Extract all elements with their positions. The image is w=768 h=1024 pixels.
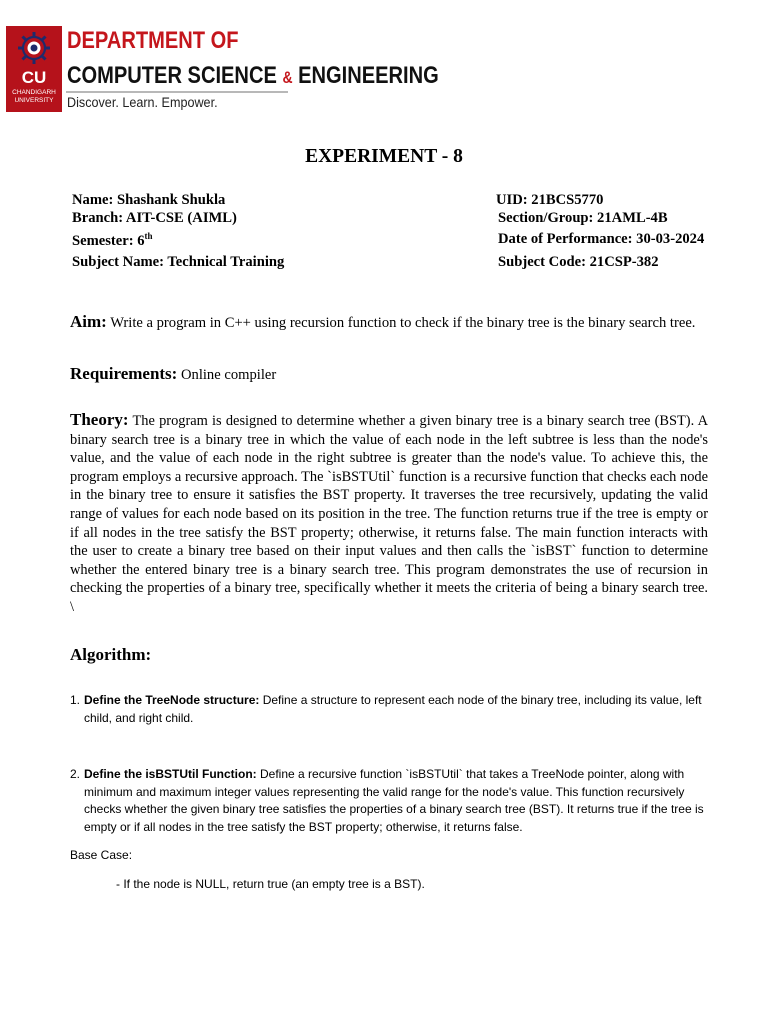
aim-section xyxy=(70,312,695,332)
base-case-bullet: - If the node is NULL, return true (an empty tree is a BST). xyxy=(116,877,425,891)
ampersand: & xyxy=(282,68,293,87)
department-title-line2 xyxy=(67,62,439,90)
step-text: Define a recursive function `isBSTUtil` that takes a TreeNode pointer, along with minimum and maximum integer values representing the valid range for the node's value. This function recursively checks whether the given binary tree satisfies the properties of a binary search tree (BST). It returns true if the tree is empty or if all nodes in the tree satisfy the BST property; otherwise, it returns false. xyxy=(84,767,704,834)
algorithm-step xyxy=(70,766,720,836)
aim-label: Aim: xyxy=(70,312,107,331)
department-name-a: COMPUTER SCIENCE xyxy=(67,62,277,89)
step-content xyxy=(84,766,720,836)
subject-name: Subject Name: Technical Training xyxy=(72,254,285,270)
experiment-title: EXPERIMENT - 8 xyxy=(305,146,463,167)
base-case-label: Base Case: xyxy=(70,848,133,862)
university-logo xyxy=(6,26,62,112)
step-title: Define the TreeNode structure: xyxy=(84,693,260,707)
aim-text: Write a program in C++ using recursion function to check if the binary tree is the binary search tree. xyxy=(106,315,696,331)
requirements-label: Requirements: xyxy=(70,364,178,383)
cu-emblem-icon xyxy=(16,30,52,66)
algorithm-heading: Algorithm: xyxy=(70,645,152,664)
requirements-section xyxy=(70,364,276,384)
semester-suffix: th xyxy=(144,231,153,241)
step-number: 2. xyxy=(70,767,81,781)
algorithm-step xyxy=(70,692,720,727)
student-uid: UID: 21BCS5770 xyxy=(496,192,604,208)
logo-university-line1: CHANDIGARH xyxy=(12,89,56,96)
step-text: Define a structure to represent each node of the binary tree, including its value, left child, and right child. xyxy=(84,693,702,725)
theory-label: Theory: xyxy=(70,410,129,429)
step-content xyxy=(84,692,720,727)
theory-text: The program is designed to determine whether a given binary tree is a binary search tree (BST). A binary search tree is a binary tree in which the value of each node in the left subtree is less than the node's value, and the value of each node in the right subtree is greater than the node's value. To achieve this, the program employs a recursive approach. The `isBSTUtil` function is a recursive function that checks each node in the binary tree to ensure it satisfies the BST property. It traverses the tree recursively, updating the valid range of values for each node based on its position in the tree. The function returns true if the tree is empty or if all nodes in the tree satisfy the BST property; otherwise, it returns false. The main function interacts with the user to create a binary tree based on their input values and then calls the `isBST` function to determine whether the entered binary tree is a binary search tree. This program demonstrates the use of recursion in checking the properties of a binary tree, specifically whether it meets the criteria of being a binary search tree. \ xyxy=(70,413,708,615)
tagline: Discover. Learn. Empower. xyxy=(67,94,218,110)
step-number: 1. xyxy=(70,693,81,707)
header-divider xyxy=(66,91,288,93)
logo-initials: CU xyxy=(21,68,47,87)
logo-university-name xyxy=(6,89,62,105)
date-of-performance: Date of Performance: 30-03-2024 xyxy=(498,231,705,247)
department-title-line1: DEPARTMENT OF xyxy=(67,27,239,54)
semester-label: Semester: 6 xyxy=(72,232,145,249)
subject-code: Subject Code: 21CSP-382 xyxy=(498,254,659,270)
requirements-text: Online compiler xyxy=(177,367,277,383)
student-name: Name: Shashank Shukla xyxy=(72,192,226,208)
semester xyxy=(72,231,153,250)
step-title: Define the isBSTUtil Function: xyxy=(84,767,257,781)
branch: Branch: AIT-CSE (AIML) xyxy=(72,210,237,226)
theory-section xyxy=(70,411,708,617)
logo-university-line2: UNIVERSITY xyxy=(14,97,54,104)
section-group: Section/Group: 21AML-4B xyxy=(498,210,668,226)
department-name-b: ENGINEERING xyxy=(298,62,439,89)
